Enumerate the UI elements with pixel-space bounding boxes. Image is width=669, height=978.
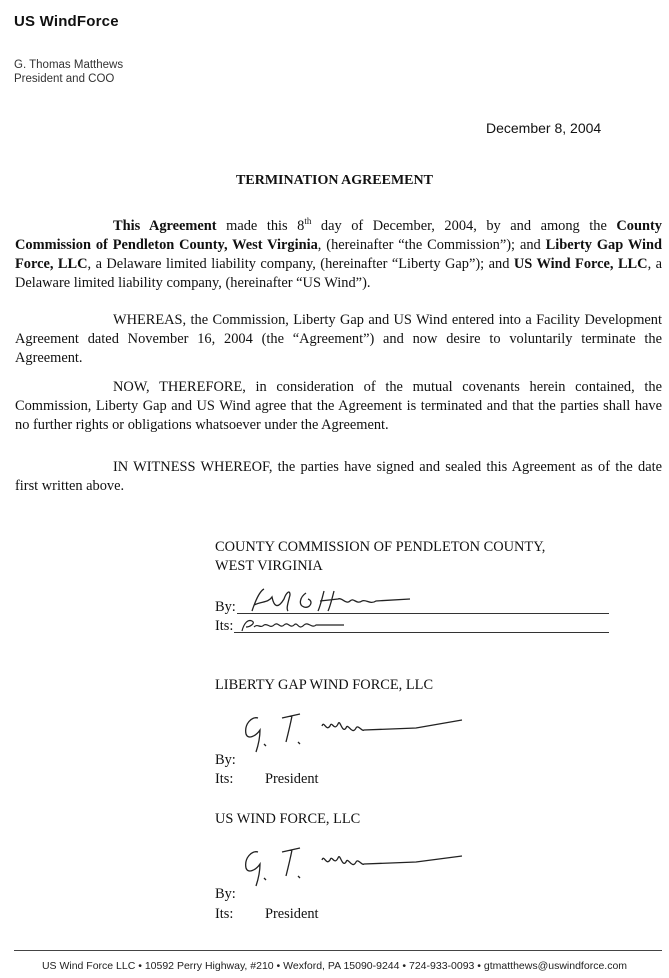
county-name-line1: COUNTY COMMISSION OF PENDLETON COUNTY,: [215, 539, 546, 555]
p1-sup: th: [304, 216, 312, 226]
liberty-its-label: Its:: [215, 771, 234, 787]
p1-bold-h: US Wind Force, LLC: [513, 255, 648, 272]
uswind-signature: [236, 842, 468, 888]
p1-text-g: , a Delaware limited liability company, (hereinafter “Liberty Gap”); and: [87, 255, 514, 272]
p2-text: WHEREAS, the Commission, Liberty Gap and US Wind entered into a Facility Development Agreement dated November 16, 2004 (the “Agreement”) and now desire to voluntarily terminate the Agreement.: [15, 312, 662, 366]
p1-bold-d: County Commission of Pendleton County, West Virginia: [15, 217, 662, 253]
in-witness-paragraph: [15, 458, 662, 496]
company-logo: US WindForce: [14, 13, 119, 30]
county-its-label: Its:: [215, 618, 234, 634]
p1-bold-a: This Agreement: [113, 217, 217, 234]
liberty-name: LIBERTY GAP WIND FORCE, LLC: [215, 677, 434, 693]
uswind-its-value: President: [265, 906, 319, 922]
p1-text-i: , a Delaware limited liability company, (hereinafter “US Wind”).: [15, 255, 662, 291]
uswind-name: US WIND FORCE, LLC: [215, 811, 361, 827]
p4-text: IN WITNESS WHEREOF, the parties have signed and sealed this Agreement as of the date first written above.: [15, 459, 662, 494]
sender-title: President and COO: [14, 73, 115, 85]
county-by-label: By:: [215, 599, 236, 615]
p3-text: NOW, THEREFORE, in consideration of the mutual covenants herein contained, the Commission, Liberty Gap and US Wind agree that the Agreement is terminated and that the parties shall have no further rights or obligations whatsoever under the Agreement.: [15, 379, 662, 433]
footer-divider: [14, 950, 662, 951]
sender-name: G. Thomas Matthews: [14, 59, 124, 71]
county-signature: [238, 585, 438, 617]
p1-bold-f: Liberty Gap Wind Force, LLC: [15, 236, 663, 272]
now-therefore-paragraph: [15, 378, 662, 435]
liberty-by-label: By:: [215, 752, 236, 768]
letter-date: December 8, 2004: [486, 120, 602, 136]
p1-text-c: day of December, 2004, by and among the: [311, 217, 617, 234]
uswind-its-label: Its:: [215, 906, 234, 922]
document-title: TERMINATION AGREEMENT: [236, 173, 433, 188]
county-its-handwritten: [236, 615, 376, 635]
uswind-by-label: By:: [215, 886, 236, 902]
liberty-its-value: President: [265, 771, 319, 787]
county-name-line2: WEST VIRGINIA: [215, 558, 323, 574]
liberty-signature: [236, 706, 468, 754]
p1-text-e: , (hereinafter “the Commission”); and: [317, 236, 546, 253]
p1-text-b: made this 8: [216, 217, 305, 234]
whereas-paragraph: [15, 311, 662, 368]
agreement-paragraph: [15, 212, 662, 293]
footer-address: US Wind Force LLC • 10592 Perry Highway, #210 • Wexford, PA 15090-9244 • 724-933-0093 • gtmatthews@uswindforce.com: [41, 960, 628, 972]
